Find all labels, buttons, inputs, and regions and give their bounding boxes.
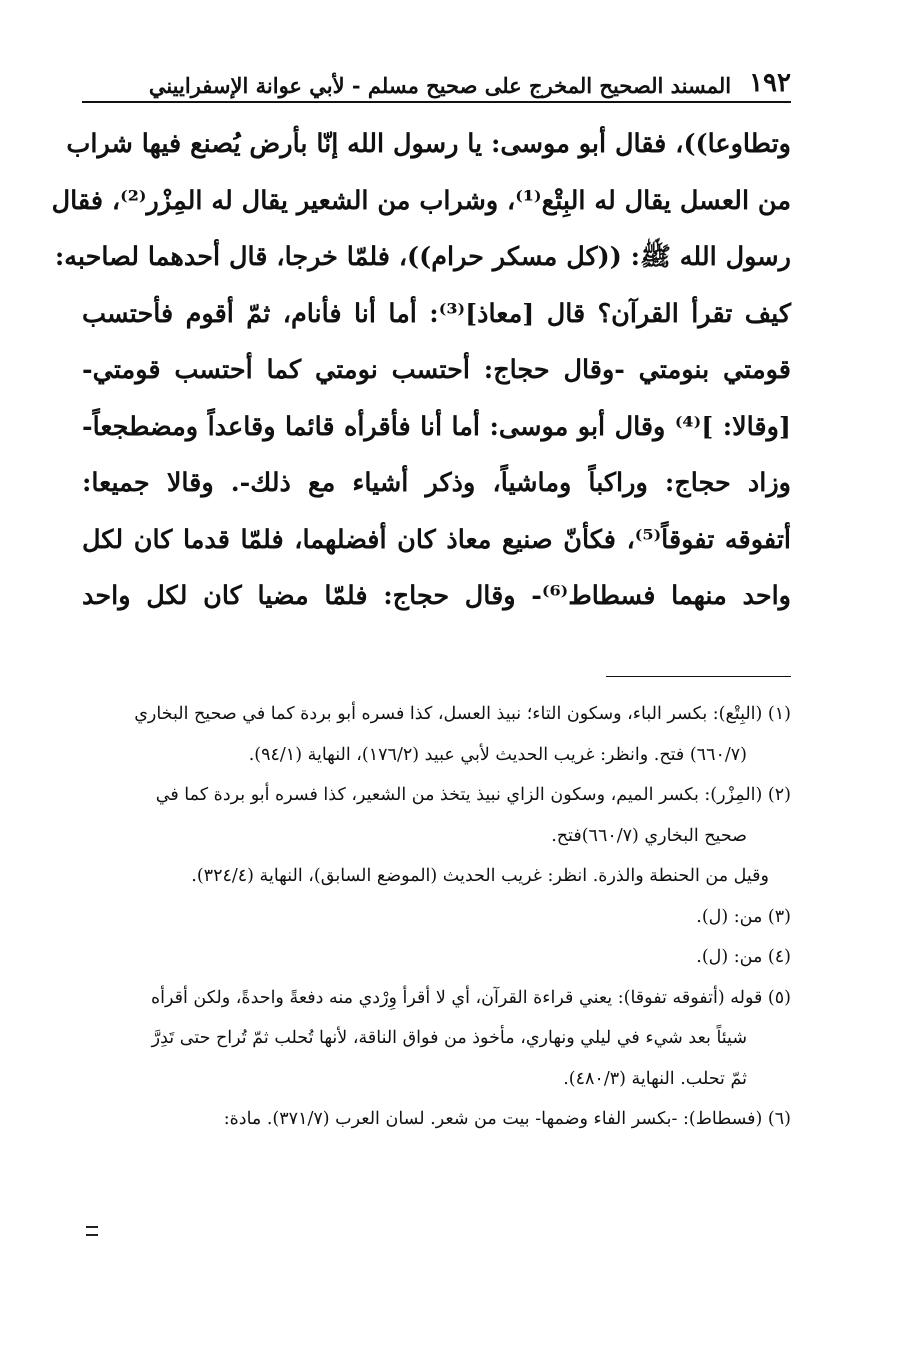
body-line: [وقالا: ]⁽⁴⁾ وقال أبو موسى: أما أنا فأقرأه قائما وقاعداً ومضطجعاً- xyxy=(82,411,791,442)
footnote-line: صحيح البخاري (٦٦٠/٧)فتح. xyxy=(551,825,747,846)
footnote-separator xyxy=(606,676,791,677)
running-title: المسند الصحيح المخرج على صحيح مسلم - لأبي عوانة الإسفراييني xyxy=(148,73,732,98)
body-line: قومتي بنومتي -وقال حجاج: أحتسب نومتي كما أحتسب قومتي- xyxy=(82,355,791,385)
footnote-line: وقيل من الحنطة والذرة. انظر: غريب الحديث (الموضع السابق)، النهاية (٣٢٤/٤). xyxy=(191,866,769,886)
footnote-line: (١) (البِتْع): بكسر الباء، وسكون التاء؛ نبيذ العسل، كذا فسره أبو بردة كما في صحيح البخاري xyxy=(134,704,791,724)
body-line: كيف تقرأ القرآن؟ قال [معاذ]⁽³⁾: أما أنا فأنام، ثمّ أقوم فأحتسب xyxy=(82,298,791,329)
footnote-line: (٣) من: (ل). xyxy=(696,906,791,927)
footnote-line: شيئاً بعد شيء في ليلي ونهاري، مأخوذ من فواق الناقة، لأنها تُحلب ثمّ تُراح حتى تَدِرَّ xyxy=(151,1028,747,1048)
main-text xyxy=(51,116,791,625)
footnote-line: (٤) من: (ل). xyxy=(696,947,791,967)
body-line: وتطاوعا))، فقال أبو موسى: يا رسول الله إنّا بأرض يُصنع فيها شراب xyxy=(66,129,791,159)
page-number: ١٩٢ xyxy=(749,68,791,98)
footnote-line: (٥) قوله (أتفوقه تفوقا): يعني قراءة القرآن، أي لا أقرأ وِرْدي منه دفعةً واحدةً، ولكن أقرأه xyxy=(150,987,791,1008)
body-line: وزاد حجاج: وراكباً وماشياً، وذكر أشياء مع ذلك-. وقالا جميعا: xyxy=(82,468,791,498)
body-line: أتفوقه تفوقاً⁽⁵⁾، فكأنّ صنيع معاذ كان أفضلهما، فلمّا قدما كان لكل xyxy=(82,524,791,555)
footnote-line: (٢) (المِزْر): بكسر الميم، وسكون الزاي نبيذ يتخذ من الشعير، كذا فسره أبو بردة كما في xyxy=(155,785,791,805)
body-line: واحد منهما فسطاط⁽⁶⁾- وقال حجاج: فلمّا مضيا كان لكل واحد xyxy=(82,581,791,611)
footnote-line: (٦٦٠/٧) فتح. وانظر: غريب الحديث لأبي عبيد (١٧٦/٢)، النهاية (٩٤/١). xyxy=(248,744,747,765)
footnotes xyxy=(82,694,791,1140)
footnote-line: (٦) (فسطاط): -بكسر الفاء وضمها- بيت من شعر. لسان العرب (٣٧١/٧). مادة: xyxy=(223,1109,791,1129)
footnote-line: ثمّ تحلب. النهاية (٤٨٠/٣). xyxy=(563,1068,747,1089)
continuation-mark xyxy=(86,1226,98,1236)
body-line: من العسل يقال له البِتْع⁽¹⁾، وشراب من الشعير يقال له المِزْر⁽²⁾، فقال xyxy=(51,185,791,216)
body-line: رسول الله ﷺ: ((كل مسكر حرام))، فلمّا خرجا، قال أحدهما لصاحبه: xyxy=(54,242,791,272)
page-header xyxy=(82,62,791,103)
